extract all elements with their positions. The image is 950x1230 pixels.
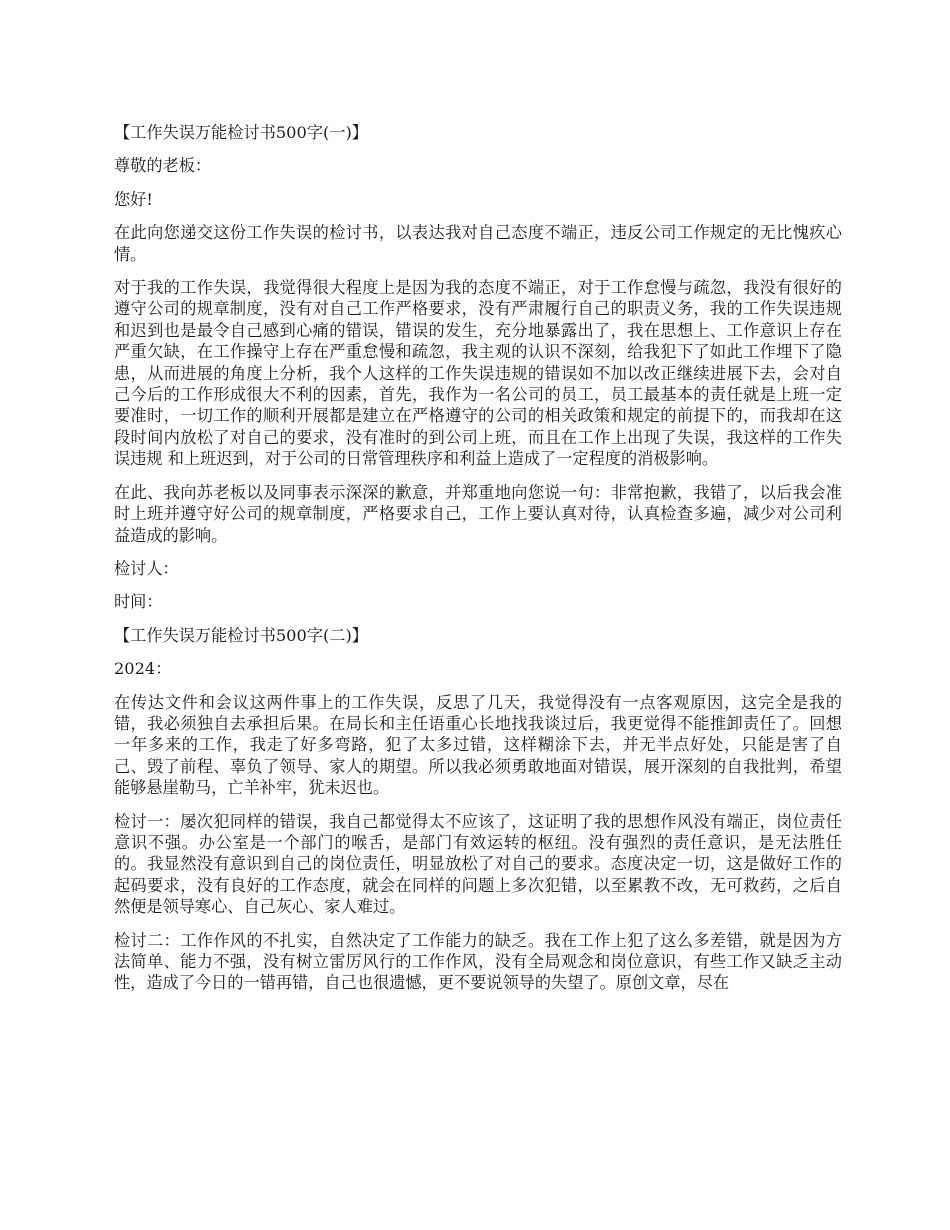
- body-paragraph: 检讨二：工作作风的不扎实，自然决定了工作能力的缺乏。我在工作上犯了这么多差错，就是因为方法简单、能力不强，没有树立雷厉风行的工作作风，没有全局观念和岗位意识，有些工作又缺乏主动性，造成了今日的一错再错，自己也很遗憾，更不要说领导的失望了。原创文章，尽在: [114, 930, 842, 993]
- body-paragraph: 在传达文件和会议这两件事上的工作失误，反思了几天，我觉得没有一点客观原因，这完全是我的错，我必须独自去承担后果。在局长和主任语重心长地找我谈过后，我更觉得不能推卸责任了。回想一年多来的工作，我走了好多弯路，犯了太多过错，这样糊涂下去，并无半点好处，只能是害了自己、毁了前程、辜负了领导、家人的期望。所以我必须勇敢地面对错误，展开深刻的自我批判，希望能够悬崖勒马，亡羊补牢，犹未迟也。: [114, 692, 842, 798]
- section-heading-2: 【工作失误万能检讨书500字(二)】: [114, 625, 368, 645]
- body-paragraph: 检讨一：屡次犯同样的错误，我自己都觉得太不应该了，这证明了我的思想作风没有端正，岗位责任意识不强。办公室是一个部门的喉舌，是部门有效运转的枢纽。没有强烈的责任意识，是无法胜任的。我显然没有意识到自己的岗位责任，明显放松了对自己的要求。态度决定一切，这是做好工作的起码要求，没有良好的工作态度，就会在同样的问题上多次犯错，以至累教不改，无可救药，之后自然便是领导寒心、自己灰心、家人难过。: [114, 811, 842, 917]
- body-paragraph: 在此、我向苏老板以及同事表示深深的歉意，并郑重地向您说一句：非常抱歉，我错了，以后我会准时上班并遵守好公司的规章制度，严格要求自己，工作上要认真对待，认真检查多遍，减少对公司利益造成的影响。: [114, 482, 842, 545]
- body-paragraph: 对于我的工作失误，我觉得很大程度上是因为我的态度不端正，对于工作怠慢与疏忽，我没有很好的遵守公司的规章制度，没有对自己工作严格要求，没有严肃履行自己的职责义务，我的工作失误违规和迟到也是最令自己感到心痛的错误，错误的发生，充分地暴露出了，我在思想上、工作意识上存在严重欠缺，在工作操守上存在严重怠慢和疏忽，我主观的认识不深刻，给我犯下了如此工作埋下了隐患，从而进展的角度上分析，我个人这样的工作失误违规的错误如不加以改正继续进展下去，会对自己今后的工作形成很大不利的因素，首先，我作为一名公司的员工，员工最基本的责任就是上班一定要准时，一切工作的顺利开展都是建立在严格遵守的公司的相关政策和规定的前提下的，而我却在这段时间内放松了对自己的要求，没有准时的到公司上班，而且在工作上出现了失误，我这样的工作失误违规 和上班迟到，对于公司的日常管理秩序和利益上造成了一定程度的消极影响。: [114, 278, 842, 469]
- section-heading-1: 【工作失误万能检讨书500字(一)】: [114, 123, 368, 142]
- greeting: 您好!: [114, 189, 153, 209]
- signature-line: 检讨人：: [114, 558, 179, 578]
- body-paragraph: 在此向您递交这份工作失误的检讨书，以表达我对自己态度不端正，违反公司工作规定的无比愧疚心情。: [114, 223, 842, 264]
- document-body: [114, 122, 842, 1006]
- salutation: 尊敬的老板：: [114, 156, 212, 176]
- year-line: 2024：: [114, 659, 172, 679]
- date-line: 时间：: [114, 592, 163, 612]
